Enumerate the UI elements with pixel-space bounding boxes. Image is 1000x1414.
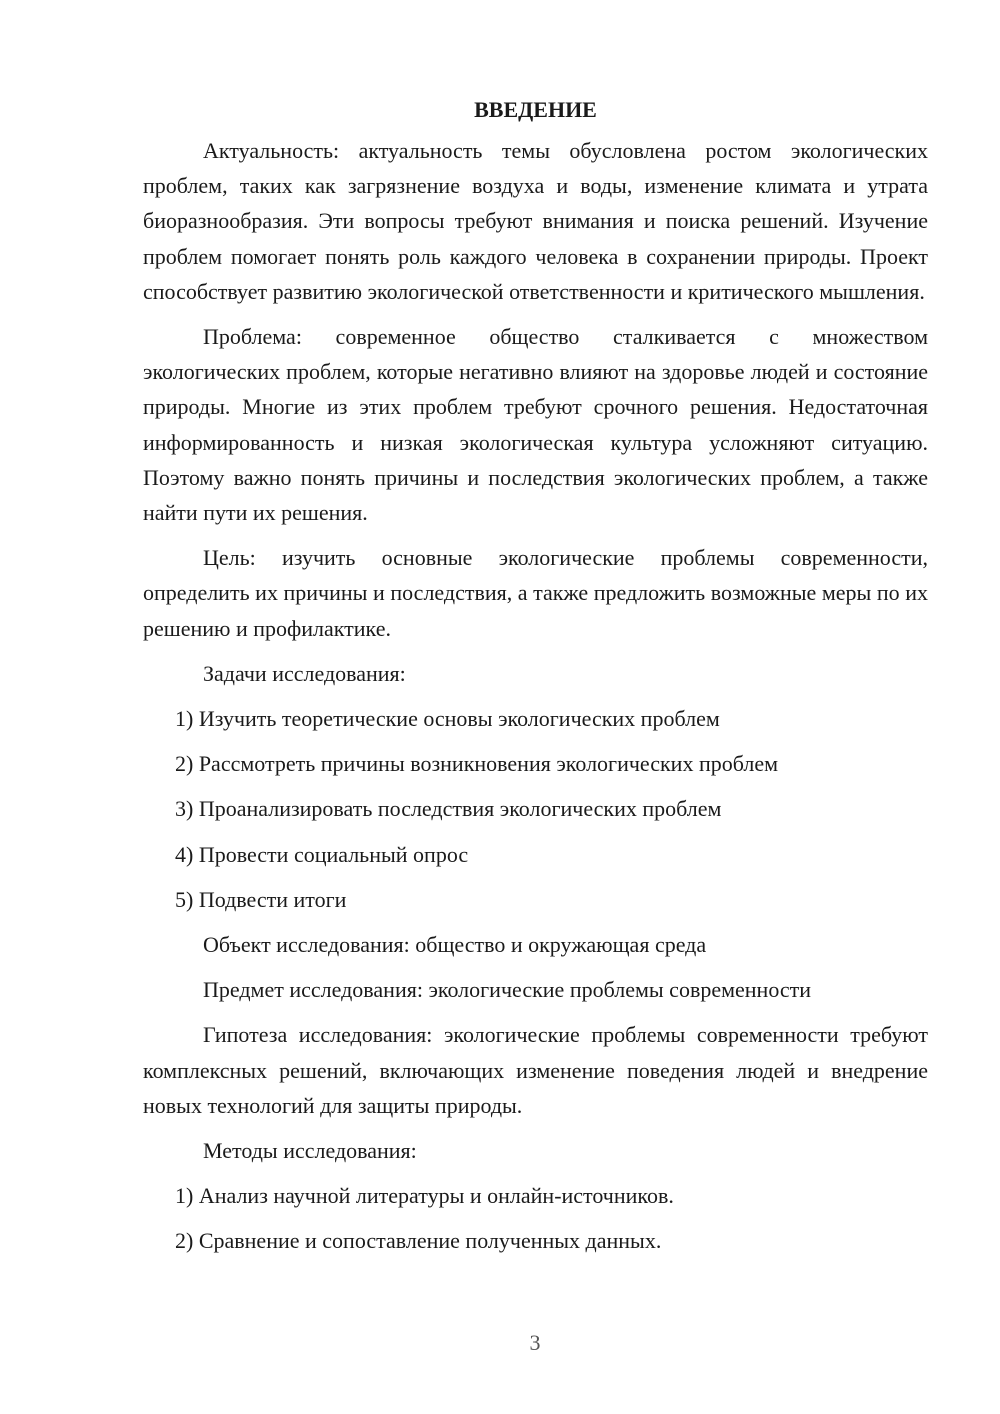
relevance-paragraph: Актуальность: актуальность темы обусловлена ростом экологических проблем, таких как загрязнение воздуха и воды, изменение климата и утрата биоразнообразия. Эти вопросы требуют внимания и поиска решений. Изучение проблем помогает понять роль каждого человека в сохранении природы. Проект способствует развитию экологической ответственности и критического мышления. bbox=[143, 138, 928, 304]
task-item-5: 5) Подвести итоги bbox=[175, 886, 347, 912]
task-item-4: 4) Провести социальный опрос bbox=[175, 841, 469, 867]
page-number: 3 bbox=[529, 1330, 541, 1355]
research-object: Объект исследования: общество и окружающая среда bbox=[203, 932, 707, 958]
research-subject: Предмет исследования: экологические проблемы современности bbox=[203, 977, 812, 1003]
goal-paragraph: Цель: изучить основные экологические проблемы современности, определить их причины и последствия, а также предложить возможные меры по их решению и профилактике. bbox=[143, 545, 928, 641]
page-content bbox=[143, 92, 928, 1269]
problem-paragraph: Проблема: современное общество сталкивается с множеством экологических проблем, которые негативно влияют на здоровье людей и состояние природы. Многие из этих проблем требуют срочного решения. Недостаточная информированность и низкая экологическая культура усложняют ситуацию. Поэтому важно понять причины и последствия экологических проблем, а также найти пути их решения. bbox=[143, 324, 928, 526]
tasks-heading: Задачи исследования: bbox=[203, 660, 406, 686]
methods-heading: Методы исследования: bbox=[203, 1138, 417, 1164]
task-item-3: 3) Проанализировать последствия экологических проблем bbox=[175, 796, 722, 822]
task-item-2: 2) Рассмотреть причины возникновения экологических проблем bbox=[175, 751, 779, 777]
hypothesis-paragraph: Гипотеза исследования: экологические проблемы современности требуют комплексных решений, включающих изменение поведения людей и внедрение новых технологий для защиты природы. bbox=[143, 1022, 928, 1118]
method-item-2: 2) Сравнение и сопоставление полученных данных. bbox=[175, 1228, 662, 1254]
task-item-1: 1) Изучить теоретические основы экологических проблем bbox=[175, 706, 720, 732]
page-title: ВВЕДЕНИЕ bbox=[474, 97, 597, 122]
method-item-1: 1) Анализ научной литературы и онлайн-источников. bbox=[175, 1183, 674, 1209]
